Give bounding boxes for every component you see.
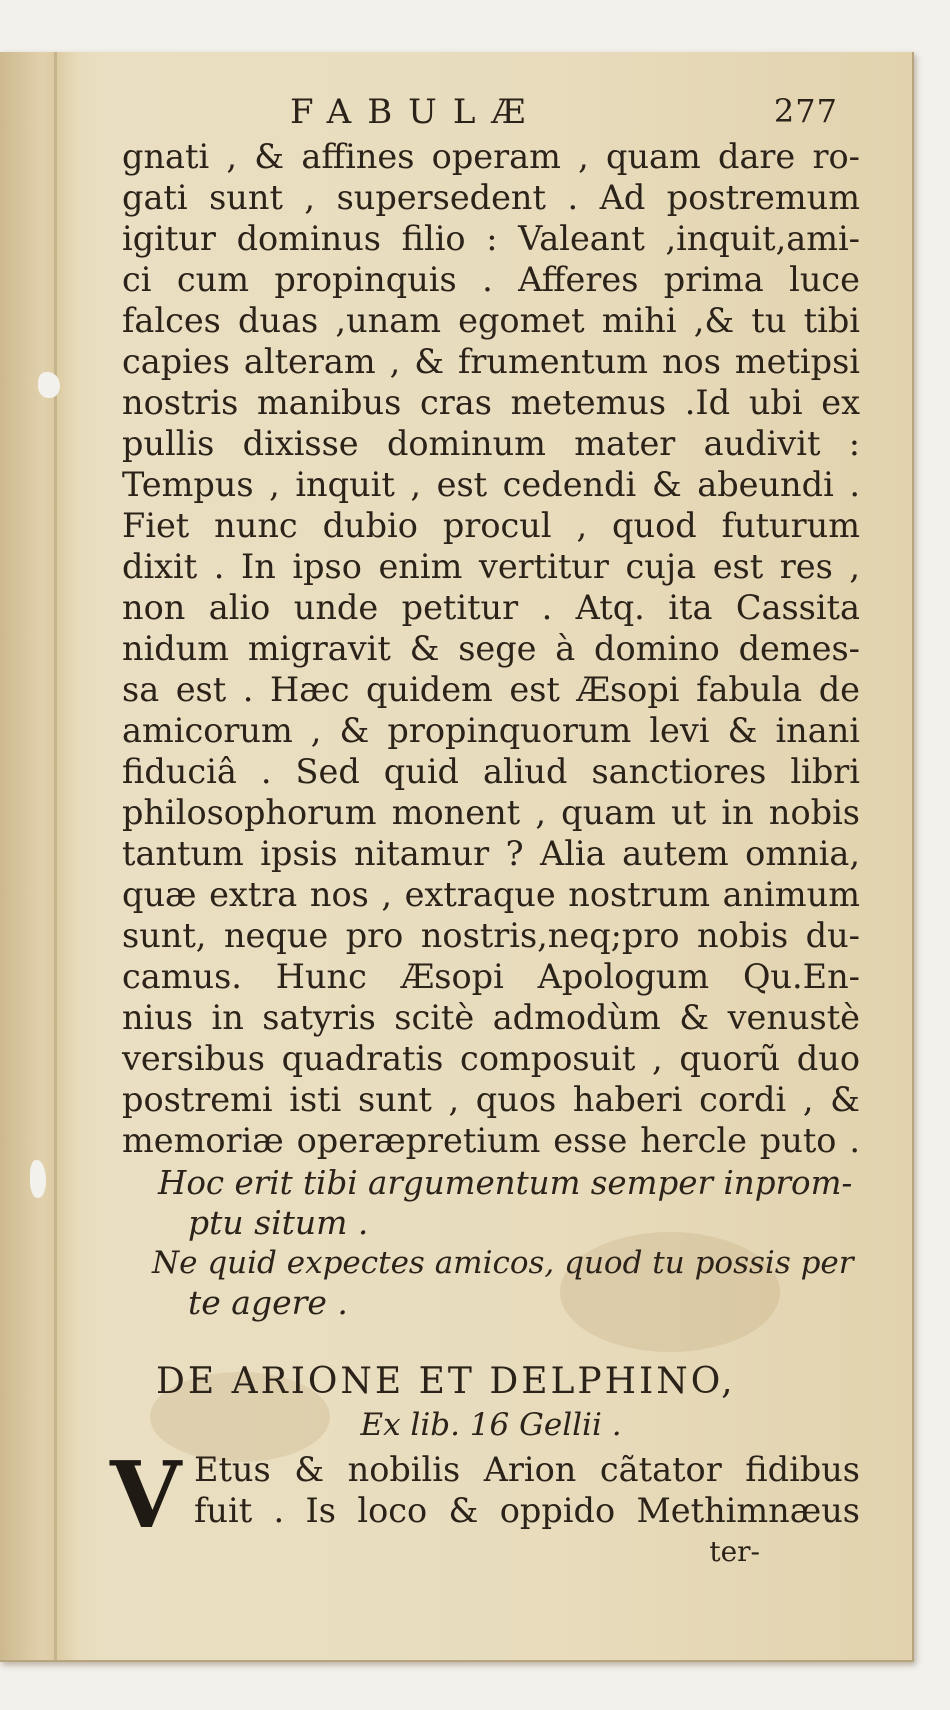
page-tear [30,1160,46,1198]
text-block [110,92,860,1568]
running-head [122,92,860,136]
text-line: capies alteram , & frumentum nos metipsi [122,342,860,381]
verse-line: Ne quid expectes amicos, quod tu possis per [152,1245,854,1281]
text-line: nius in satyris scitè admodùm & venustè [122,998,860,1037]
text-line: sunt, neque pro nostris,neq;pro nobis du- [122,916,860,955]
verse-line: ptu situm . [188,1203,369,1242]
catchword: ter- [709,1535,760,1568]
text-line: fiduciâ . Sed quid aliud sanctiores libri [122,752,860,791]
text-line: Tempus , inquit , est cedendi & abeundi . [122,465,860,504]
page-gutter [0,52,78,1660]
text-line: gati sunt , supersedent . Ad postremum [122,178,860,217]
text-line: nidum migravit & sege à domino demes- [122,629,860,668]
section-opening [110,1441,860,1549]
verse-line: Hoc erit tibi argumentum semper inprom- [158,1164,853,1202]
text-line: quæ extra nos , extraque nostrum animum [122,875,860,914]
text-line: versibus quadratis composuit , quorũ duo [122,1039,860,1078]
body-text [122,136,860,1161]
text-line: falces duas ,unam egomet mihi ,& tu tibi [122,301,860,340]
text-line: memoriæ operæpretium esse hercle puto . [122,1121,860,1160]
text-line: amicorum , & propinquorum levi & inani [122,711,860,750]
text-line: tantum ipsis nitamur ? Alia autem omnia, [122,834,860,873]
text-line: pullis dixisse dominum mater audivit : [122,424,860,463]
drop-cap: V [110,1441,182,1549]
text-line: philosophorum monent , quam ut in nobis [122,793,860,832]
verse-line: te agere . [188,1283,348,1322]
text-line: Fiet nunc dubio procul , quod futurum [122,506,860,545]
running-head-title: FABULÆ [290,92,542,132]
text-line: camus. Hunc Æsopi Apologum Qu.En- [122,957,860,996]
page-number: 277 [773,92,838,130]
section-subheading: Ex lib. 16 Gellii . [360,1407,622,1443]
text-line: nostris manibus cras metemus .Id ubi ex [122,383,860,422]
page-tear [38,372,60,398]
text-line: dixit . In ipso enim vertitur cuja est res , [122,547,860,586]
text-line: sa est . Hæc quidem est Æsopi fabula de [122,670,860,709]
section-heading: DE ARIONE ET DELPHINO, [156,1361,736,1402]
text-line: igitur dominus filio : Valeant ,inquit,ami- [122,219,860,258]
book-page [0,52,914,1662]
text-line: ci cum propinquis . Afferes prima luce [122,260,860,299]
fold-line [54,52,57,1660]
text-line: fuit . Is loco & oppido Methimnæus [194,1491,860,1530]
verse-quote [122,1163,860,1323]
text-line: Etus & nobilis Arion cãtator fidibus [194,1450,860,1489]
text-line: postremi isti sunt , quos haberi cordi , & [122,1080,860,1119]
text-line: non alio unde petitur . Atq. ita Cassita [122,588,860,627]
text-line: gnati , & affines operam , quam dare ro- [122,137,860,176]
